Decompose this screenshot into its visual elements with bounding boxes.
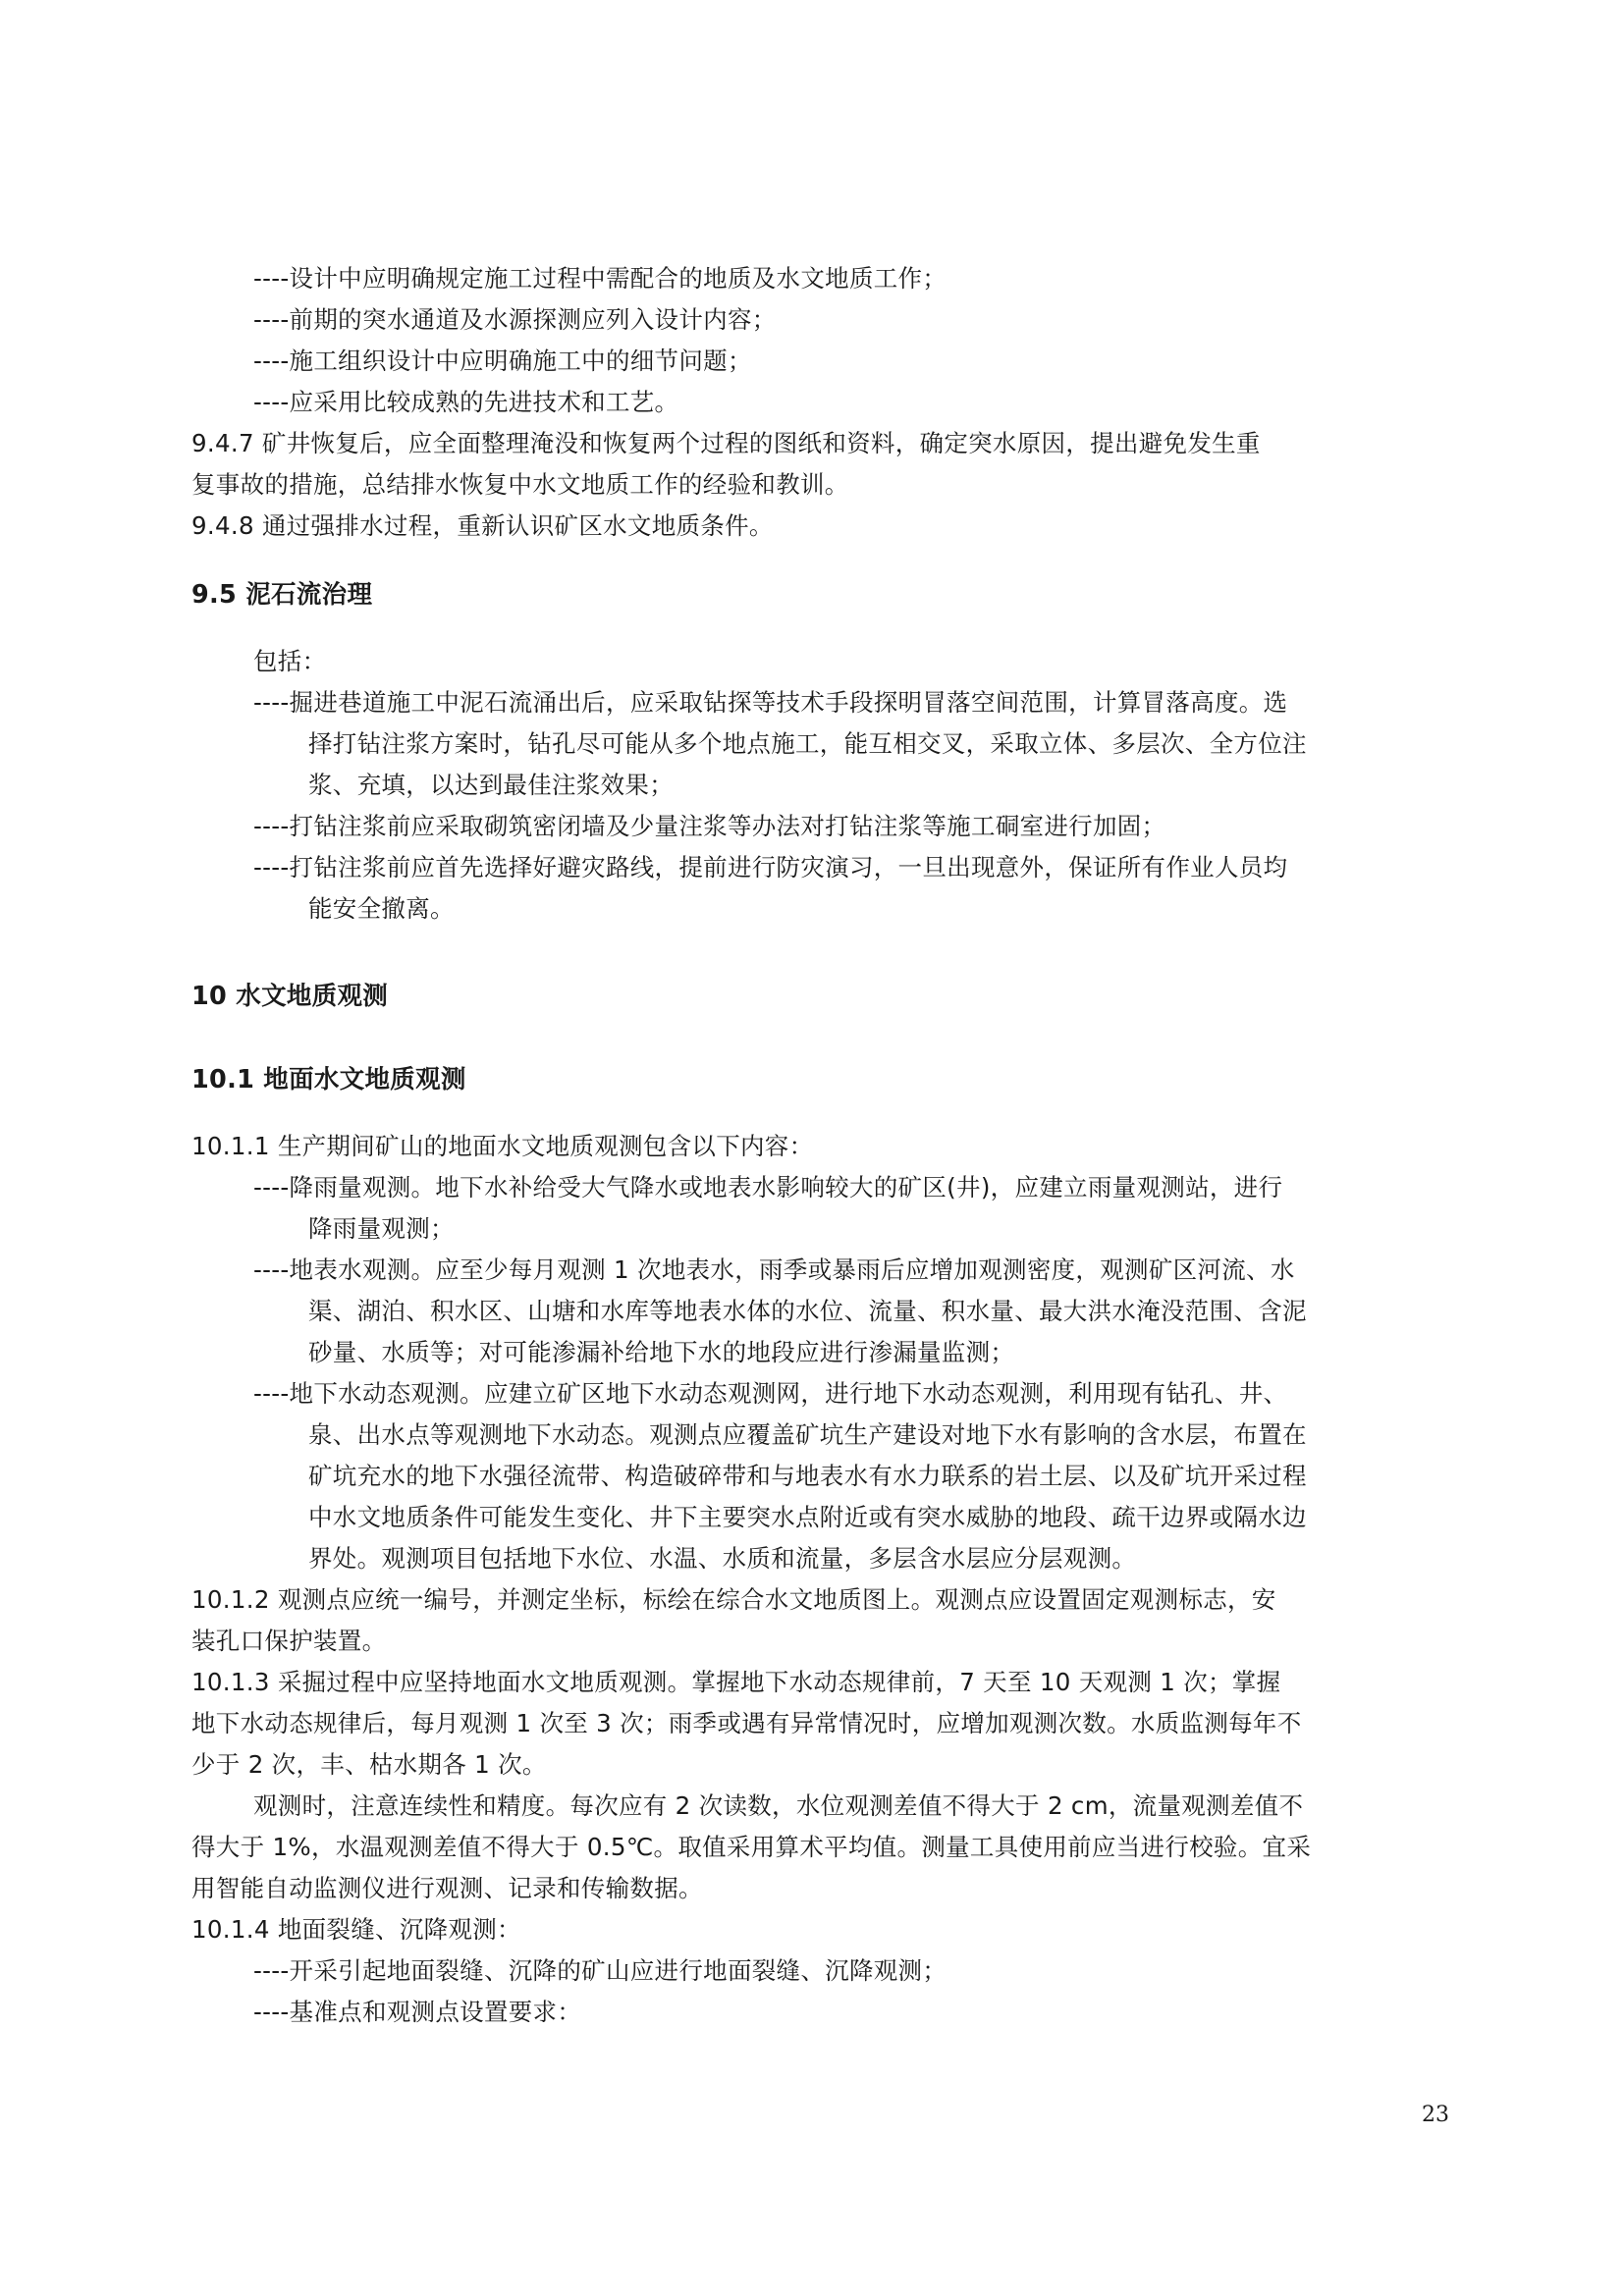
text-line: 浆、充填，以达到最佳注浆效果； (308, 771, 674, 799)
text-line: 用智能自动监测仪进行观测、记录和传输数据。 (191, 1874, 703, 1902)
text-line: 观测时，注意连续性和精度。每次应有 2 次读数，水位观测差值不得大于 2 cm，流量观测差值不 (253, 1791, 1304, 1820)
text-line: 择打钻注浆方案时，钻孔尽可能从多个地点施工，能互相交叉，采取立体、多层次、全方位注 (308, 729, 1307, 758)
text-line: 渠、湖泊、积水区、山塘和水库等地表水体的水位、流量、积水量、最大洪水淹没范围、含泥 (308, 1297, 1307, 1325)
text-line: 中水文地质条件可能发生变化、井下主要突水点附近或有突水威胁的地段、疏干边界或隔水边 (308, 1503, 1307, 1531)
text-line: ----打钻注浆前应首先选择好避灾路线，提前进行防灾演习，一旦出现意外，保证所有作业人员均 (253, 853, 1288, 881)
text-line: 复事故的措施，总结排水恢复中水文地质工作的经验和教训。 (191, 470, 849, 499)
text-line: ----前期的突水通道及水源探测应列入设计内容； (253, 305, 777, 334)
text-line: 得大于 1%，水温观测差值不得大于 0.5℃。取值采用算术平均值。测量工具使用前应当进行校验。宜采 (191, 1833, 1312, 1861)
text-line: 9.4.8 通过强排水过程，重新认识矿区水文地质条件。 (191, 511, 774, 540)
chapter-heading: 10 水文地质观测 (191, 982, 389, 1011)
text-line: ----打钻注浆前应采取砌筑密闭墙及少量注浆等办法对打钻注浆等施工硐室进行加固； (253, 812, 1166, 840)
page-number: 23 (1422, 2103, 1449, 2127)
section-heading: 9.5 泥石流治理 (191, 580, 373, 610)
text-line: ----基准点和观测点设置要求： (253, 1998, 582, 2026)
text-line: ----降雨量观测。地下水补给受大气降水或地表水影响较大的矿区(井)，应建立雨量观测站，进行 (253, 1173, 1283, 1201)
text-line: ----地表水观测。应至少每月观测 1 次地表水，雨季或暴雨后应增加观测密度，观测矿区河流、水 (253, 1255, 1295, 1284)
text-line: 10.1.2 观测点应统一编号，并测定坐标，标绘在综合水文地质图上。观测点应设置固定观测标志，安 (191, 1585, 1276, 1614)
text-line: ----设计中应明确规定施工过程中需配合的地质及水文地质工作； (253, 264, 947, 293)
text-line: 10.1.3 采掘过程中应坚持地面水文地质观测。掌握地下水动态规律前，7 天至 10 天观测 1 次；掌握 (191, 1668, 1281, 1696)
text-line: 10.1.4 地面裂缝、沉降观测： (191, 1915, 521, 1944)
text-line: ----施工组织设计中应明确施工中的细节问题； (253, 347, 752, 375)
text-line: 能安全撤离。 (308, 894, 455, 923)
text-line: 泉、出水点等观测地下水动态。观测点应覆盖矿坑生产建设对地下水有影响的含水层，布置在 (308, 1420, 1307, 1449)
text-line: 少于 2 次，丰、枯水期各 1 次。 (191, 1750, 547, 1779)
text-line: ----应采用比较成熟的先进技术和工艺。 (253, 388, 679, 416)
section-heading: 10.1 地面水文地质观测 (191, 1065, 466, 1095)
text-line: 10.1.1 生产期间矿山的地面水文地质观测包含以下内容： (191, 1132, 814, 1160)
text-line: 地下水动态规律后，每月观测 1 次至 3 次；雨季或遇有异常情况时，应增加观测次数。水质监测每年不 (191, 1709, 1302, 1737)
text-line: 砂量、水质等；对可能渗漏补给地下水的地段应进行渗漏量监测； (308, 1338, 1015, 1366)
text-line: ----开采引起地面裂缝、沉降的矿山应进行地面裂缝、沉降观测； (253, 1956, 947, 1985)
text-line: ----地下水动态观测。应建立矿区地下水动态观测网，进行地下水动态观测，利用现有钻孔、井、 (253, 1379, 1288, 1408)
text-line: ----掘进巷道施工中泥石流涌出后，应采取钻探等技术手段探明冒落空间范围，计算冒落高度。选 (253, 688, 1288, 717)
text-line: 界处。观测项目包括地下水位、水温、水质和流量，多层含水层应分层观测。 (308, 1544, 1137, 1573)
text-line: 装孔口保护装置。 (191, 1627, 387, 1655)
text-line: 包括： (253, 647, 327, 675)
text-line: 矿坑充水的地下水强径流带、构造破碎带和与地表水有水力联系的岩土层、以及矿坑开采过程 (308, 1462, 1307, 1490)
text-line: 9.4.7 矿井恢复后，应全面整理淹没和恢复两个过程的图纸和资料，确定突水原因，提出避免发生重 (191, 429, 1261, 457)
text-line: 降雨量观测； (308, 1214, 455, 1243)
